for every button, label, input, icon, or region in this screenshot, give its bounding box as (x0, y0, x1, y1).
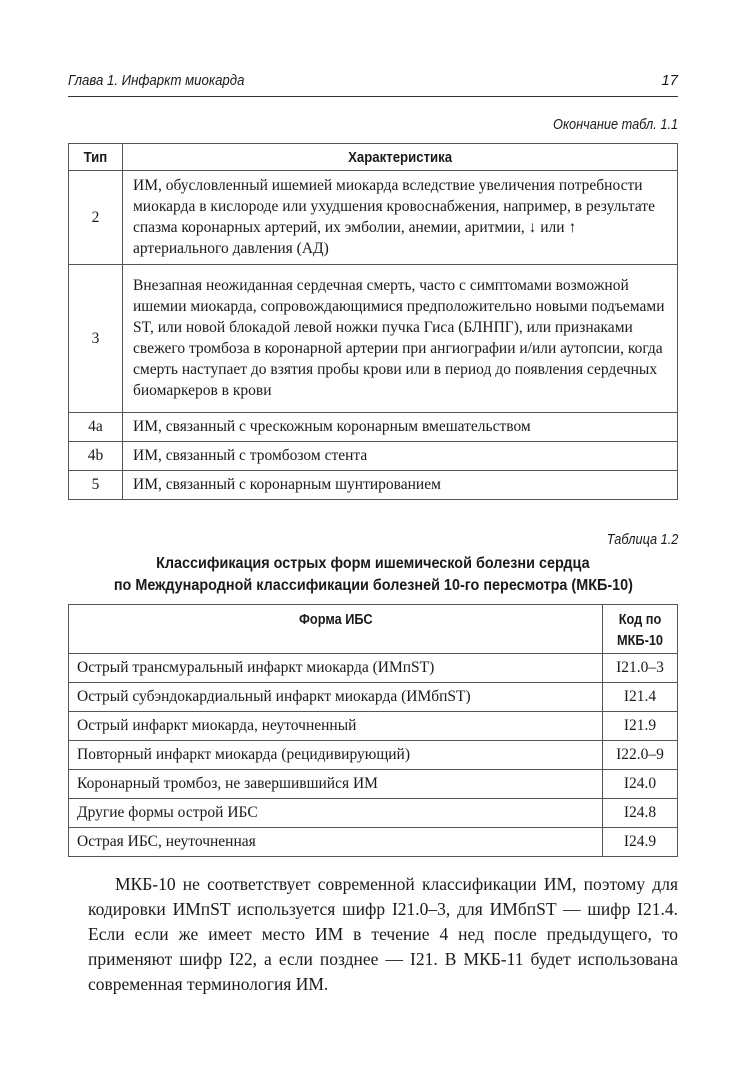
page-number: 17 (661, 72, 678, 89)
type-cell: 2 (69, 171, 123, 265)
table-row (69, 770, 678, 799)
column-header-description: Характеристика (123, 144, 678, 171)
table2-label: Таблица 1.2 (606, 532, 678, 548)
column-header-form: Форма ИБС (69, 605, 603, 654)
table-header-row (69, 605, 678, 654)
table-row (69, 741, 678, 770)
type-cell: 4a (69, 413, 123, 442)
form-cell: Острый инфаркт миокарда, неуточненный (69, 712, 603, 741)
table2-title (68, 553, 678, 597)
table-icd10-classification (68, 604, 678, 857)
table-row (69, 442, 678, 471)
table-row (69, 799, 678, 828)
table-row (69, 654, 678, 683)
form-cell: Повторный инфаркт миокарда (рецидивирующий) (69, 741, 603, 770)
code-cell: I21.9 (603, 712, 678, 741)
type-cell: 5 (69, 471, 123, 500)
code-cell: I24.8 (603, 799, 678, 828)
form-cell: Коронарный тромбоз, не завершившийся ИМ (69, 770, 603, 799)
form-cell: Острый субэндокардиальный инфаркт миокарда (ИМбпST) (69, 683, 603, 712)
type-cell: 4b (69, 442, 123, 471)
code-cell: I21.0–3 (603, 654, 678, 683)
form-cell: Другие формы острой ИБС (69, 799, 603, 828)
table-row (69, 413, 678, 442)
table-mi-types (68, 143, 678, 500)
table-row (69, 265, 678, 413)
table-row (69, 171, 678, 265)
code-cell: I24.0 (603, 770, 678, 799)
table-row (69, 712, 678, 741)
table1-continuation-caption: Окончание табл. 1.1 (552, 117, 678, 133)
table-header-row (69, 144, 678, 171)
code-cell: I22.0–9 (603, 741, 678, 770)
description-cell: Внезапная неожиданная сердечная смерть, часто с симптомами возможной ишемии миокарда, сопровождающимися предположительно новыми подъемами ST, или новой блокадой левой ножки пучка Гиса (БЛНПГ), или признаками свежего тромбоза в коронарной артерии при ангиографии и/или аутопсии, когда смерть наступает до взятия пробы крови или в период до появления сердечных биомаркеров в крови (123, 265, 678, 413)
body-text: МКБ-10 не соответствует современной классификации ИМ, поэтому для кодировки ИМпST используется шифр I21.0–3, для ИМбпST — шифр I21.4. Если если же имеет место ИМ в течение 4 нед после предыдущего, то применяют шифр I22, а если позднее — I21. В МКБ-11 будет использована современная терминология ИМ. (88, 874, 678, 994)
type-cell: 3 (69, 265, 123, 413)
chapter-title: Глава 1. Инфаркт миокарда (68, 72, 245, 89)
code-cell: I21.4 (603, 683, 678, 712)
table-row (69, 471, 678, 500)
table-row (69, 828, 678, 857)
code-cell: I24.9 (603, 828, 678, 857)
running-head (68, 68, 678, 97)
description-cell: ИМ, связанный с чрескожным коронарным вмешательством (123, 413, 678, 442)
form-cell: Острый трансмуральный инфаркт миокарда (ИМпST) (69, 654, 603, 683)
column-header-code: Код по МКБ-10 (603, 605, 678, 654)
body-paragraph (88, 872, 678, 997)
description-cell: ИМ, связанный с коронарным шунтированием (123, 471, 678, 500)
table2-title-line1: Классификация острых форм ишемической болезни сердца (156, 555, 590, 572)
column-header-type: Тип (69, 144, 123, 171)
form-cell: Острая ИБС, неуточненная (69, 828, 603, 857)
table2-title-line2: по Международной классификации болезней 10-го пересмотра (МКБ-10) (113, 577, 633, 594)
description-cell: ИМ, связанный с тромбозом стента (123, 442, 678, 471)
table-row (69, 683, 678, 712)
description-cell: ИМ, обусловленный ишемией миокарда вследствие увеличения потребности миокарда в кислороде или ухудшения кровоснабжения, например, в результате спазма коронарных артерий, их эмболии, анемии, аритмии, ↓ или ↑ артериального давления (АД) (123, 171, 678, 265)
